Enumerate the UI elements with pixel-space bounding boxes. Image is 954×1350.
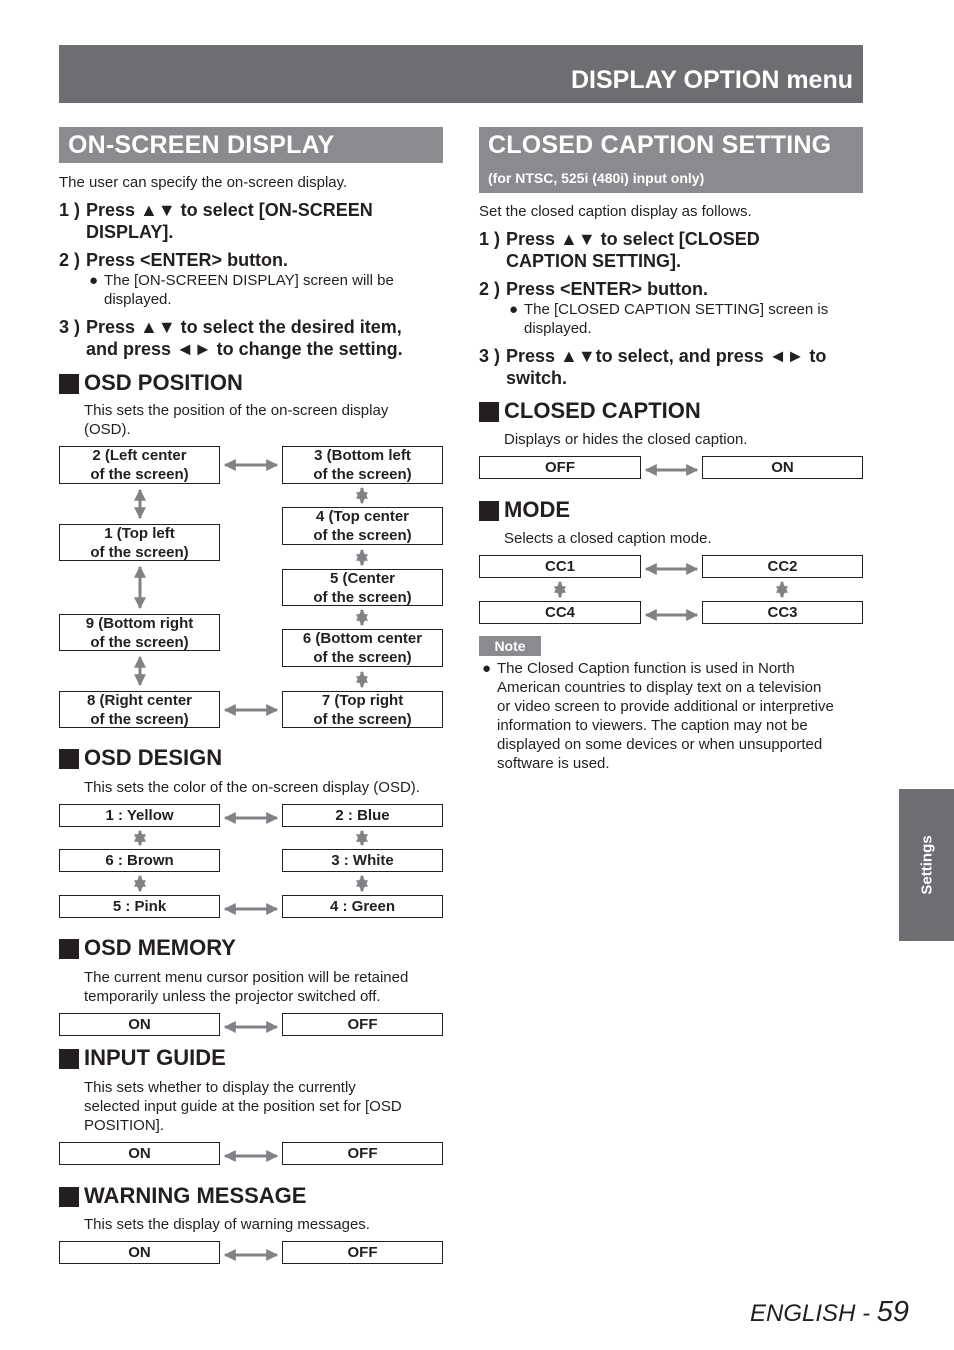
osd-design-option: 4 : Green [282, 895, 443, 918]
double-arrow-horizontal-icon [222, 902, 280, 916]
desc-line: (OSD). [84, 421, 131, 438]
option-line: of the screen) [313, 710, 412, 728]
step-line: Press ▲▼ to select [ON-SCREEN [86, 200, 373, 220]
bullet-line: displayed. [104, 291, 172, 308]
option-line: 3 (Bottom left [314, 447, 411, 464]
osd-position-option [282, 446, 443, 484]
section-title: CLOSED CAPTION SETTING [488, 131, 832, 159]
option-line: of the screen) [90, 543, 189, 561]
desc-line: This sets whether to display the currently [84, 1079, 356, 1096]
option-line: 9 (Bottom right [85, 614, 194, 632]
heading-square-icon [59, 749, 79, 769]
option-line: of the screen) [90, 710, 189, 728]
settings-side-tab [899, 789, 954, 941]
option-line: 5 (Center [329, 569, 396, 587]
osd-position-option [59, 691, 220, 728]
double-arrow-vertical-icon [355, 548, 369, 567]
subsection-title: CLOSED CAPTION [504, 398, 701, 423]
bullet-line: The [ON-SCREEN DISPLAY] screen will be [104, 272, 394, 289]
double-arrow-vertical-icon [355, 486, 369, 505]
subsection-title: OSD POSITION [84, 370, 243, 395]
closed-caption-intro: Set the closed caption display as follows. [479, 203, 752, 220]
step-line: and press ◄► to change the setting. [86, 339, 403, 359]
option-line: of the screen) [313, 649, 412, 666]
osd-position-option [59, 524, 220, 561]
header-title: DISPLAY OPTION menu [570, 66, 853, 94]
note-line: or video screen to provide additional or interpretive [497, 698, 834, 715]
page-footer [750, 1296, 909, 1329]
double-arrow-horizontal-icon [222, 458, 280, 472]
double-arrow-vertical-icon [133, 564, 147, 611]
double-arrow-vertical-icon [133, 487, 147, 521]
option-line: 6 (Bottom center [302, 630, 423, 647]
step-number: 1 ) [479, 229, 501, 249]
osd-design-option: 5 : Pink [59, 895, 220, 918]
desc-line: POSITION]. [84, 1117, 165, 1134]
heading-square-icon [59, 939, 79, 959]
mode-option: CC1 [479, 555, 641, 578]
step-number: 2 ) [479, 279, 501, 299]
bullet-icon: ● [89, 272, 99, 289]
osd-position-option [282, 629, 443, 667]
warning-message-desc: This sets the display of warning messages. [84, 1216, 370, 1233]
step-line: Press <ENTER> button. [86, 250, 289, 270]
subsection-title: OSD MEMORY [84, 935, 236, 960]
desc-line: selected input guide at the position set for [OSD [84, 1098, 402, 1115]
osd-design-option: 1 : Yellow [59, 804, 220, 827]
step-number: 2 ) [59, 250, 81, 270]
note-line: software is used. [497, 755, 610, 772]
step-number: 1 ) [59, 200, 81, 220]
step-line: Press ▲▼ to select the desired item, [86, 317, 402, 337]
mode-desc: Selects a closed caption mode. [504, 530, 712, 547]
subsection-title: WARNING MESSAGE [84, 1183, 307, 1208]
osd-position-option [59, 614, 220, 651]
step-number: 3 ) [479, 346, 501, 366]
option-line: of the screen) [90, 466, 189, 483]
note-label: Note [479, 636, 541, 656]
desc-line: temporarily unless the projector switched off. [84, 988, 381, 1005]
double-arrow-vertical-icon [355, 829, 369, 847]
note-line: displayed on some devices or when unsupported [497, 736, 823, 753]
mode-option: CC4 [479, 601, 641, 624]
osd-position-desc [84, 401, 388, 439]
closed-caption-option: OFF [479, 456, 641, 479]
section-subtitle: (for NTSC, 525i (480i) input only) [488, 170, 705, 186]
step-line: Press ▲▼ to select [CLOSED [506, 229, 760, 249]
double-arrow-horizontal-icon [222, 703, 280, 717]
heading-square-icon [479, 501, 499, 521]
heading-square-icon [59, 1049, 79, 1069]
option-line: 8 (Right center [86, 691, 192, 709]
osd-memory-option: ON [59, 1013, 220, 1036]
input-guide-option: OFF [282, 1142, 443, 1165]
input-guide-option: ON [59, 1142, 220, 1165]
bullet-line: displayed. [524, 320, 592, 337]
heading-square-icon [59, 1187, 79, 1207]
mode-option: CC2 [702, 555, 863, 578]
warning-message-option: OFF [282, 1241, 443, 1264]
osd-design-desc: This sets the color of the on-screen display (OSD). [84, 779, 420, 796]
bullet-line: The [CLOSED CAPTION SETTING] screen is [524, 301, 829, 318]
double-arrow-vertical-icon [133, 874, 147, 893]
closed-caption-setting-heading [479, 127, 863, 193]
osd-design-option: 3 : White [282, 849, 443, 872]
double-arrow-vertical-icon [355, 670, 369, 689]
double-arrow-horizontal-icon [643, 562, 700, 576]
note-line: information to viewers. The caption may not be [497, 717, 808, 734]
step-line: Press ▲▼to select, and press ◄► to [506, 346, 827, 366]
bullet-icon: ● [482, 660, 492, 677]
closed-caption-option: ON [702, 456, 863, 479]
heading-square-icon [479, 402, 499, 422]
option-line: of the screen) [313, 527, 412, 544]
double-arrow-horizontal-icon [643, 608, 700, 622]
osd-memory-option: OFF [282, 1013, 443, 1036]
option-line: 2 (Left center [92, 447, 187, 464]
osd-position-option [282, 569, 443, 606]
option-line: of the screen) [90, 633, 189, 651]
section-title: ON-SCREEN DISPLAY [68, 131, 335, 159]
double-arrow-horizontal-icon [222, 811, 280, 825]
step-line: DISPLAY]. [86, 222, 174, 242]
footer-language: ENGLISH - [750, 1300, 877, 1327]
osd-design-option: 6 : Brown [59, 849, 220, 872]
double-arrow-horizontal-icon [222, 1020, 280, 1034]
double-arrow-horizontal-icon [643, 463, 700, 477]
option-line: of the screen) [313, 588, 412, 606]
desc-line: This sets the position of the on-screen display [84, 402, 389, 419]
subsection-title: MODE [504, 497, 570, 522]
double-arrow-vertical-icon [553, 580, 567, 599]
osd-design-option: 2 : Blue [282, 804, 443, 827]
note-line: American countries to display text on a television [497, 679, 822, 696]
double-arrow-vertical-icon [355, 874, 369, 893]
option-line: of the screen) [313, 466, 412, 483]
on-screen-display-heading [59, 127, 443, 163]
subsection-title: INPUT GUIDE [84, 1045, 226, 1070]
on-screen-display-intro: The user can specify the on-screen display. [59, 174, 348, 191]
double-arrow-vertical-icon [133, 654, 147, 688]
page-number: 59 [876, 1296, 909, 1328]
bullet-icon: ● [509, 301, 519, 318]
osd-memory-desc [84, 968, 408, 1006]
header-bar [59, 45, 863, 103]
subsection-title: OSD DESIGN [84, 745, 223, 770]
option-line: 1 (Top left [104, 524, 175, 542]
step-line: Press <ENTER> button. [506, 279, 709, 299]
option-line: 7 (Top right [321, 691, 404, 709]
warning-message-option: ON [59, 1241, 220, 1264]
double-arrow-vertical-icon [355, 608, 369, 627]
double-arrow-horizontal-icon [222, 1149, 280, 1163]
osd-position-option [282, 691, 443, 728]
double-arrow-vertical-icon [775, 580, 789, 599]
step-number: 3 ) [59, 317, 81, 337]
heading-square-icon [59, 374, 79, 394]
input-guide-desc [84, 1078, 402, 1135]
step-line: switch. [506, 368, 568, 388]
desc-line: The current menu cursor position will be retained [84, 969, 409, 986]
osd-position-option [59, 446, 220, 484]
note-line: The Closed Caption function is used in North [497, 660, 795, 677]
double-arrow-horizontal-icon [222, 1248, 280, 1262]
mode-option: CC3 [702, 601, 863, 624]
side-tab-label: Settings [918, 835, 935, 895]
step-line: CAPTION SETTING]. [506, 251, 681, 271]
closed-caption-desc: Displays or hides the closed caption. [504, 431, 748, 448]
osd-position-option [282, 507, 443, 545]
double-arrow-vertical-icon [133, 829, 147, 847]
option-line: 4 (Top center [315, 508, 410, 525]
